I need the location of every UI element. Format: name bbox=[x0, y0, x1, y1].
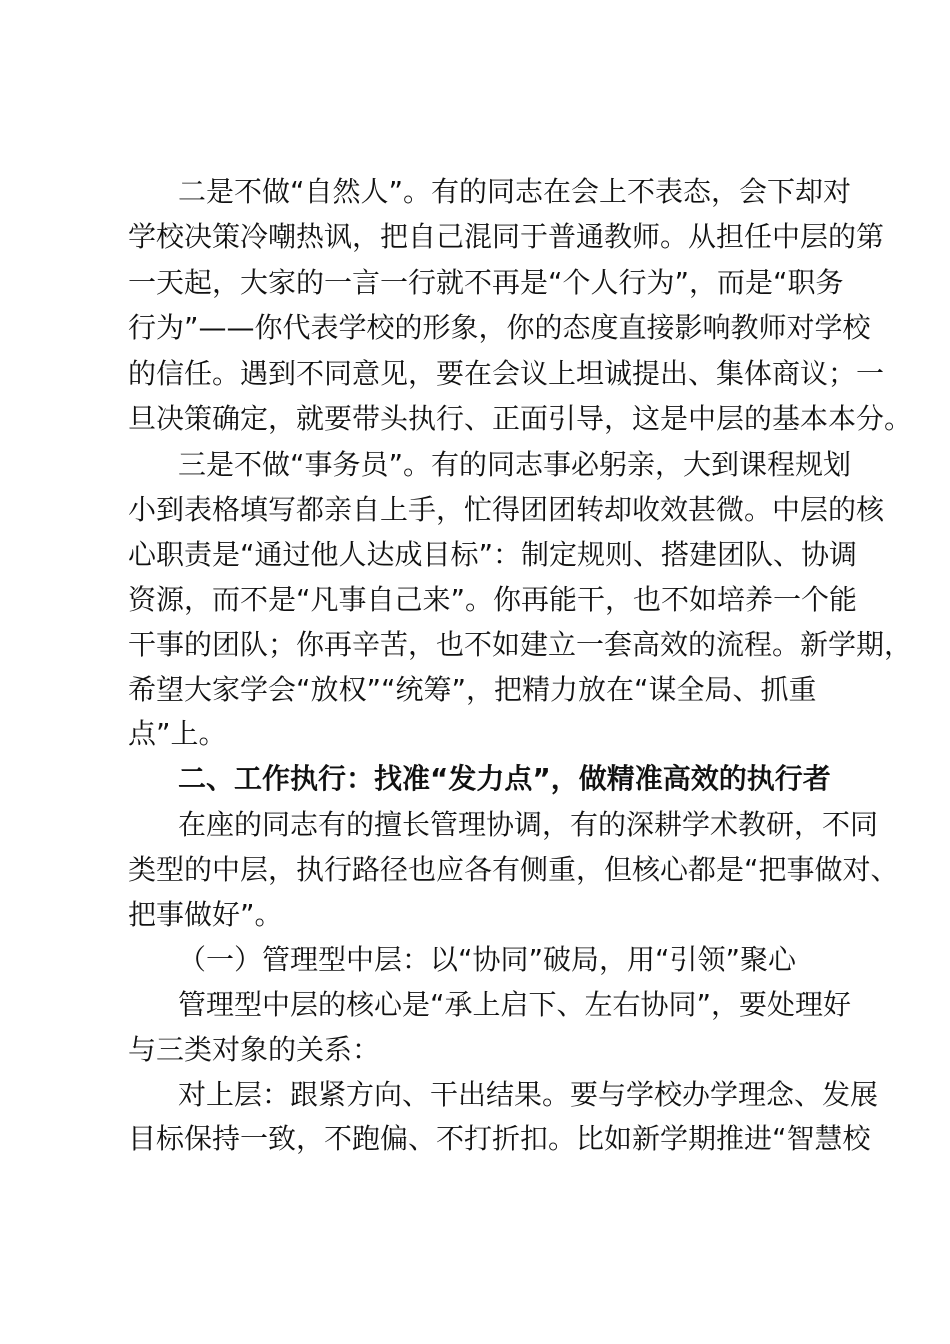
paragraph-line: 的信任。遇到不同意见，要在会议上坦诚提出、集体商议；一 bbox=[128, 357, 885, 390]
paragraph-line: 二是不做“自然人”。有的同志在会上不表态，会下却对 bbox=[178, 175, 852, 208]
paragraph-line: 心职责是“通过他人达成目标”：制定规则、搭建团队、协调 bbox=[128, 538, 858, 571]
paragraph-line: 与三类对象的关系： bbox=[128, 1033, 381, 1066]
paragraph-line: 希望大家学会“放权”“统筹”，把精力放在“谋全局、抓重 bbox=[128, 673, 817, 706]
paragraph-line: 点”上。 bbox=[128, 717, 227, 750]
paragraph-line: 在座的同志有的擅长管理协调，有的深耕学术教研，不同 bbox=[178, 808, 879, 841]
paragraph-line: 小到表格填写都亲自上手，忙得团团转却收效甚微。中层的核 bbox=[128, 493, 885, 526]
paragraph-line: 类型的中层，执行路径也应各有侧重，但核心都是“把事做对、 bbox=[128, 853, 899, 886]
section-heading: 二、工作执行：找准“发力点”，做精准高效的执行者 bbox=[178, 762, 831, 795]
paragraph-line: 资源，而不是“凡事自己来”。你再能干，也不如培养一个能 bbox=[128, 583, 858, 616]
paragraph-line: 一天起，大家的一言一行就不再是“个人行为”，而是“职务 bbox=[128, 266, 844, 299]
paragraph-line: 三是不做“事务员”。有的同志事必躬亲，大到课程规划 bbox=[178, 448, 852, 481]
paragraph-line: 对上层：跟紧方向、干出结果。要与学校办学理念、发展 bbox=[178, 1078, 879, 1111]
subsection-heading: （一）管理型中层：以“协同”破局，用“引领”聚心 bbox=[178, 943, 797, 976]
paragraph-line: 目标保持一致，不跑偏、不打折扣。比如新学期推进“智慧校 bbox=[128, 1122, 871, 1155]
paragraph-line: 旦决策确定，就要带头执行、正面引导，这是中层的基本本分。 bbox=[128, 402, 913, 435]
paragraph-line: 行为”——你代表学校的形象，你的态度直接影响教师对学校 bbox=[128, 311, 871, 344]
paragraph-line: 干事的团队；你再辛苦，也不如建立一套高效的流程。新学期， bbox=[128, 628, 913, 661]
paragraph-line: 把事做好”。 bbox=[128, 898, 283, 931]
paragraph-line: 管理型中层的核心是“承上启下、左右协同”，要处理好 bbox=[178, 988, 852, 1021]
paragraph-line: 学校决策冷嘲热讽，把自己混同于普通教师。从担任中层的第 bbox=[128, 220, 885, 253]
